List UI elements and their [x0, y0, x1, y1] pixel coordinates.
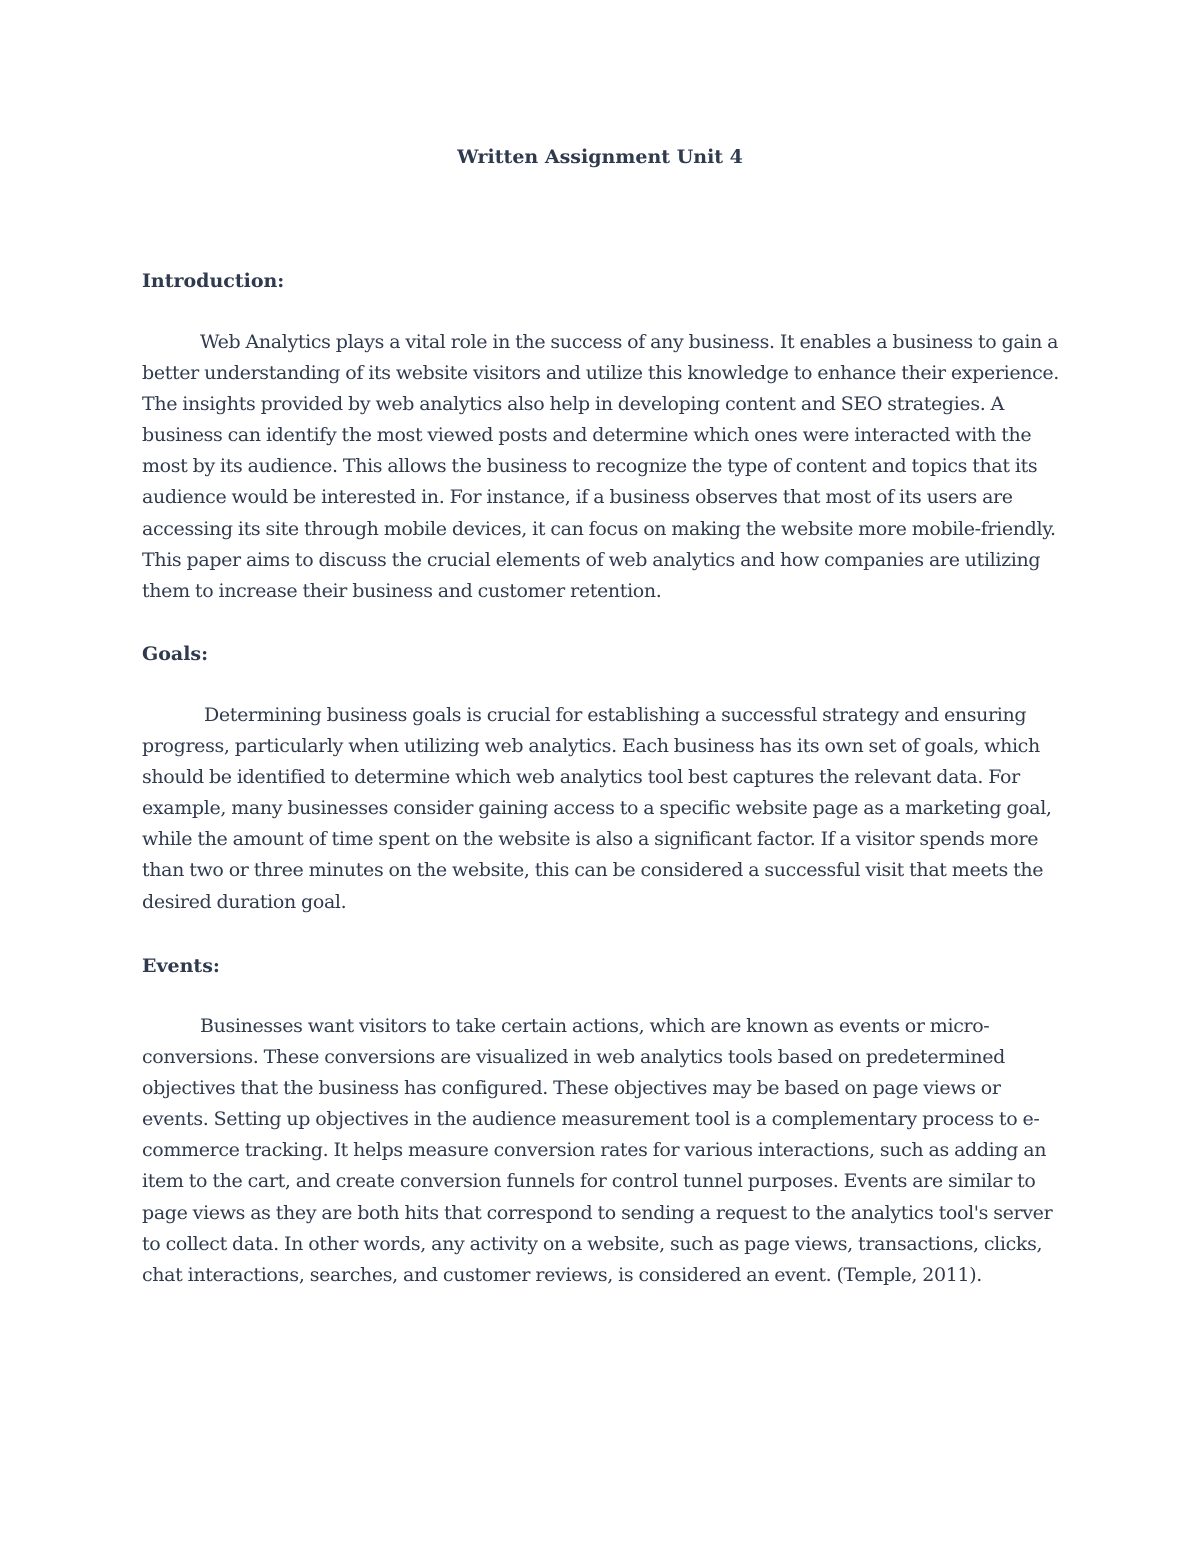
section-body-introduction: Web Analytics plays a vital role in the success of any business. It enables a business to gain a better understanding of its website visitors and utilize this knowledge to enhance their experience. The insights provided by web analytics also help in developing content and SEO strategies. A business can identify the most viewed posts and determine which ones were interacted with the most by its audience. This allows the business to recognize the type of content and topics that its audience would be interested in. For instance, if a business observes that most of its users are accessing its site through mobile devices, it can focus on making the website more mobile-friendly. This paper aims to discuss the crucial elements of web analytics and how companies are utilizing them to increase their business and customer retention. — [142, 331, 1059, 602]
section-heading-introduction: Introduction: — [142, 270, 285, 292]
section-heading-goals: Goals: — [142, 643, 209, 665]
section-body-goals: Determining business goals is crucial for establishing a successful strategy and ensuring progress, particularly when utilizing web analytics. Each business has its own set of goals, which should be identified to determine which web analytics tool best captures the relevant data. For example, many businesses consider gaining access to a specific website page as a marketing goal, while the amount of time spent on the website is also a significant factor. If a visitor spends more than two or three minutes on the website, this can be considered a successful visit that meets the desired duration goal. — [142, 704, 1052, 913]
document-title: Written Assignment Unit 4 — [457, 146, 743, 168]
section-heading-events: Events: — [142, 955, 220, 977]
section-body-events: Businesses want visitors to take certain actions, which are known as events or micro-conversions. These conversions are visualized in web analytics tools based on predetermined objectives that the business has configured. These objectives may be based on page views or events. Setting up objectives in the audience measurement tool is a complementary process to e-commerce tracking. It helps measure conversion rates for various interactions, such as adding an item to the cart, and create conversion funnels for control tunnel purposes. Events are similar to page views as they are both hits that correspond to sending a request to the analytics tool's server to collect data. In other words, any activity on a website, such as page views, transactions, clicks, chat interactions, searches, and customer reviews, is considered an event. (Temple, 2011). — [142, 1015, 1053, 1286]
